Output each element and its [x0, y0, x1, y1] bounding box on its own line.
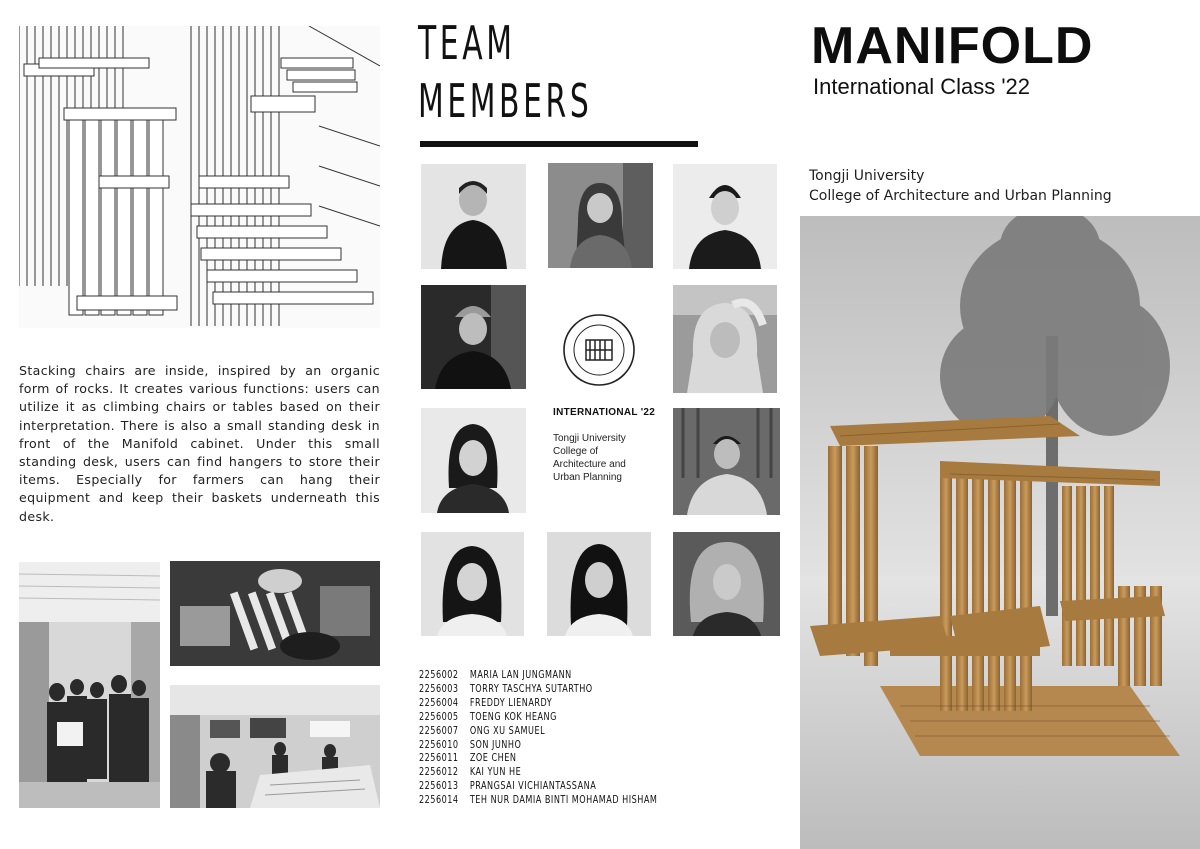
member-id: 2256013	[419, 779, 459, 793]
member-name: PRANGSAI VICHIANTASSANA	[469, 779, 597, 793]
member-id: 2256010	[419, 737, 459, 751]
member-id: 2256007	[419, 723, 459, 737]
tongji-university-logo	[562, 313, 636, 387]
college-name: College of Architecture and Urban Planning	[809, 188, 1112, 204]
member-id: 2256011	[419, 751, 459, 765]
member-name: TOENG KOK HEANG	[469, 709, 557, 723]
member-name: KAI YUN HE	[469, 765, 522, 779]
member-row	[419, 696, 657, 710]
member-name: ZOE CHEN	[469, 751, 517, 765]
project-description: Stacking chairs are inside, inspired by an organic form of rocks. It creates various functions: users can utilize it as climbing chairs or tables based on their interpretation. There is also a small standing desk in front of the Manifold cabinet. Under this small standing desk, users can find hangers to store their items. Especially for farmers can hang their equipment and keep their baskets underneath this desk.	[19, 363, 380, 524]
member-portrait	[547, 532, 651, 636]
member-name: SON JUNHO	[469, 737, 522, 751]
member-id: 2256014	[419, 793, 459, 807]
member-portrait	[673, 285, 777, 393]
member-portrait	[673, 532, 780, 636]
member-portrait	[421, 408, 526, 513]
member-row	[419, 765, 657, 779]
member-name: TORRY TASCHYA SUTARTHO	[469, 681, 593, 695]
sketch-chairs-image	[19, 26, 380, 328]
intl-university: Tongji University	[553, 433, 626, 444]
member-portrait	[673, 408, 780, 515]
member-id: 2256002	[419, 668, 459, 681]
class-subtitle: International Class '22	[813, 74, 1030, 99]
photo-workshop-overhead	[170, 561, 380, 666]
member-name: MARIA LAN JUNGMANN	[469, 668, 572, 681]
member-portrait	[421, 164, 526, 269]
photo-team-group	[19, 562, 160, 808]
international-info	[553, 407, 663, 484]
member-row	[419, 793, 657, 807]
team-title-line2: MEMBERS	[418, 74, 593, 128]
member-id: 2256003	[419, 681, 459, 695]
intl-college-1: College of	[553, 446, 599, 457]
member-name: FREDDY LIENARDY	[469, 695, 553, 709]
member-portrait	[673, 164, 777, 269]
member-id: 2256004	[419, 695, 459, 709]
member-name: TEH NUR DAMIA BINTI MOHAMAD HISHAM	[469, 793, 658, 807]
manifold-render-image	[800, 216, 1200, 849]
member-row	[419, 724, 657, 738]
member-row	[419, 668, 657, 682]
intl-college-3: Urban Planning	[553, 472, 622, 483]
member-row	[419, 779, 657, 793]
member-id: 2256012	[419, 765, 459, 779]
intl-college-2: Architecture and	[553, 459, 626, 470]
member-portrait	[421, 532, 524, 636]
photo-classroom	[170, 685, 380, 808]
member-row	[419, 751, 657, 765]
member-row	[419, 738, 657, 752]
team-members-title	[418, 14, 592, 130]
international-heading: INTERNATIONAL '22	[553, 407, 656, 418]
member-portrait	[421, 285, 526, 389]
member-name: ONG XU SAMUEL	[469, 723, 546, 737]
member-row	[419, 710, 657, 724]
team-title-line1: TEAM	[418, 16, 516, 70]
project-title: MANIFOLD	[811, 17, 1094, 75]
title-rule	[420, 141, 698, 147]
member-list	[419, 668, 657, 807]
member-portrait	[548, 163, 653, 268]
member-id: 2256005	[419, 709, 459, 723]
member-row	[419, 682, 657, 696]
university-name: Tongji University	[809, 168, 925, 184]
